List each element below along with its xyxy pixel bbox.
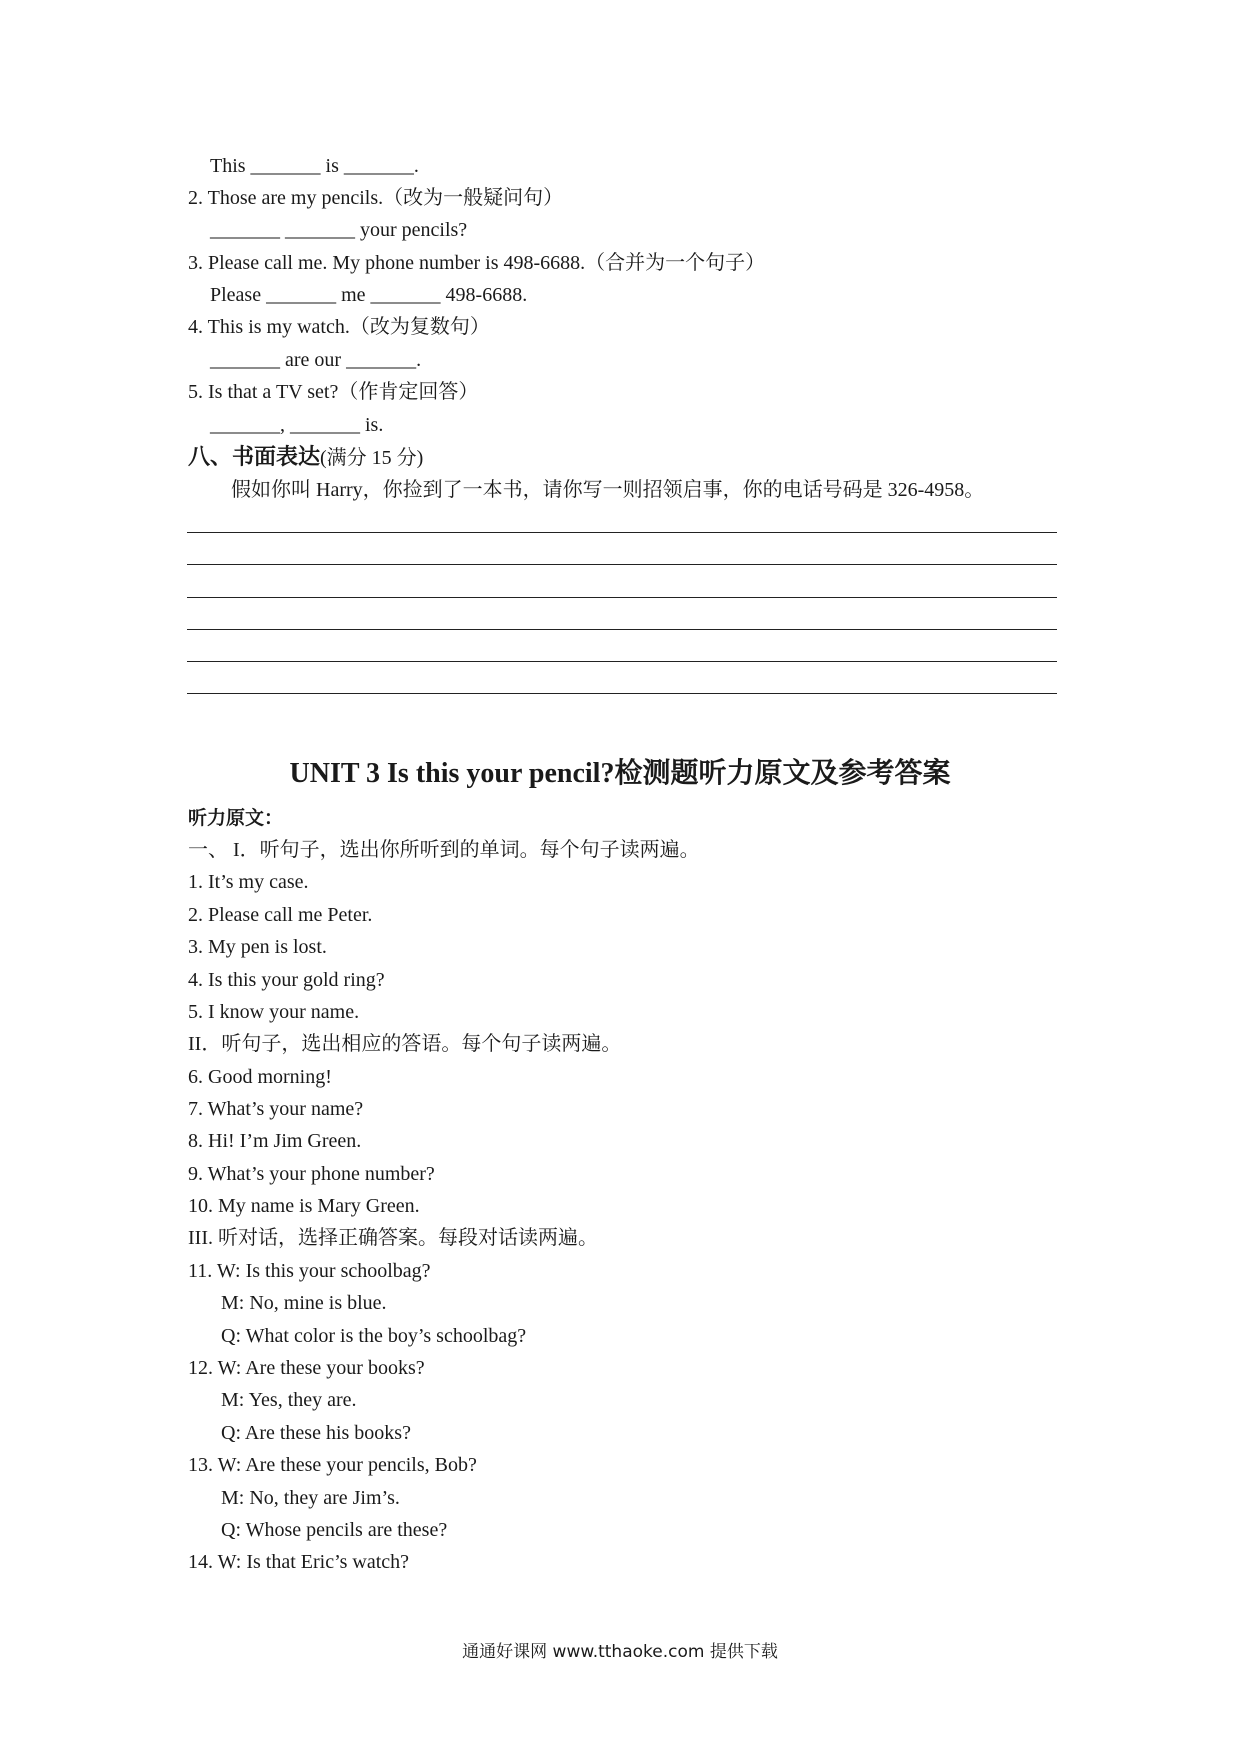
section-heading — [188, 444, 423, 471]
list-item: 5. I know your name. — [188, 1001, 360, 1023]
rewrite-line: Please _______ me _______ 498-6688. — [210, 284, 528, 306]
writing-line — [187, 564, 1057, 565]
dialog-line: Q: What color is the boy’s schoolbag? — [221, 1325, 527, 1347]
section-heading: 一、 I．听句子，选出你所听到的单词。每个句子读两遍。 — [188, 839, 700, 861]
score-note: (满分 15 分) — [320, 447, 424, 469]
writing-line — [187, 532, 1057, 533]
writing-line — [187, 629, 1057, 630]
dialog-line: M: No, mine is blue. — [221, 1292, 387, 1314]
list-item: 2. Please call me Peter. — [188, 904, 373, 926]
rewrite-line: _______ _______ your pencils? — [210, 219, 468, 241]
section-heading: II．听句子，选出相应的答语。每个句子读两遍。 — [188, 1033, 622, 1055]
rewrite-line: 3. Please call me. My phone number is 498-6688.（合并为一个句子） — [188, 252, 766, 274]
dialog-line: M: Yes, they are. — [221, 1389, 357, 1411]
writing-line — [187, 661, 1057, 662]
rewrite-line: 5. Is that a TV set?（作肯定回答） — [188, 381, 479, 403]
list-item: 1. It’s my case. — [188, 871, 309, 893]
page-title: UNIT 3 Is this your pencil?检测题听力原文及参考答案 — [289, 758, 951, 789]
list-item: 3. My pen is lost. — [188, 936, 327, 958]
rewrite-line: _______ are our _______. — [210, 349, 422, 371]
rewrite-line: _______, _______ is. — [210, 414, 384, 436]
dialog-line: M: No, they are Jim’s. — [221, 1487, 400, 1509]
dialog-line: Q: Whose pencils are these? — [221, 1519, 448, 1541]
section-heading: III. 听对话，选择正确答案。每段对话读两遍。 — [188, 1227, 598, 1249]
list-item: 4. Is this your gold ring? — [188, 969, 385, 991]
section-title: 八、书面表达 — [188, 444, 321, 469]
list-item: 10. My name is Mary Green. — [188, 1195, 420, 1217]
rewrite-line: This _______ is _______. — [210, 155, 419, 177]
list-item: 7. What’s your name? — [188, 1098, 364, 1120]
dialog-line: 11. W: Is this your schoolbag? — [188, 1260, 431, 1282]
list-item: 6. Good morning! — [188, 1066, 332, 1088]
list-item: 9. What’s your phone number? — [188, 1163, 435, 1185]
writing-prompt: 假如你叫 Harry，你捡到了一本书，请你写一则招领启事，你的电话号码是 326-4958。 — [231, 479, 985, 501]
subtitle: 听力原文： — [188, 807, 284, 829]
dialog-line: 12. W: Are these your books? — [188, 1357, 425, 1379]
writing-line — [187, 597, 1057, 598]
dialog-line: 13. W: Are these your pencils, Bob? — [188, 1454, 477, 1476]
dialog-line: Q: Are these his books? — [221, 1422, 411, 1444]
list-item: 8. Hi! I’m Jim Green. — [188, 1130, 362, 1152]
writing-line — [187, 693, 1057, 694]
rewrite-line: 2. Those are my pencils.（改为一般疑问句） — [188, 187, 564, 209]
footer: 通通好课网 www.tthaoke.com 提供下载 — [462, 1642, 778, 1662]
dialog-line: 14. W: Is that Eric’s watch? — [188, 1551, 410, 1573]
rewrite-line: 4. This is my watch.（改为复数句） — [188, 316, 490, 338]
